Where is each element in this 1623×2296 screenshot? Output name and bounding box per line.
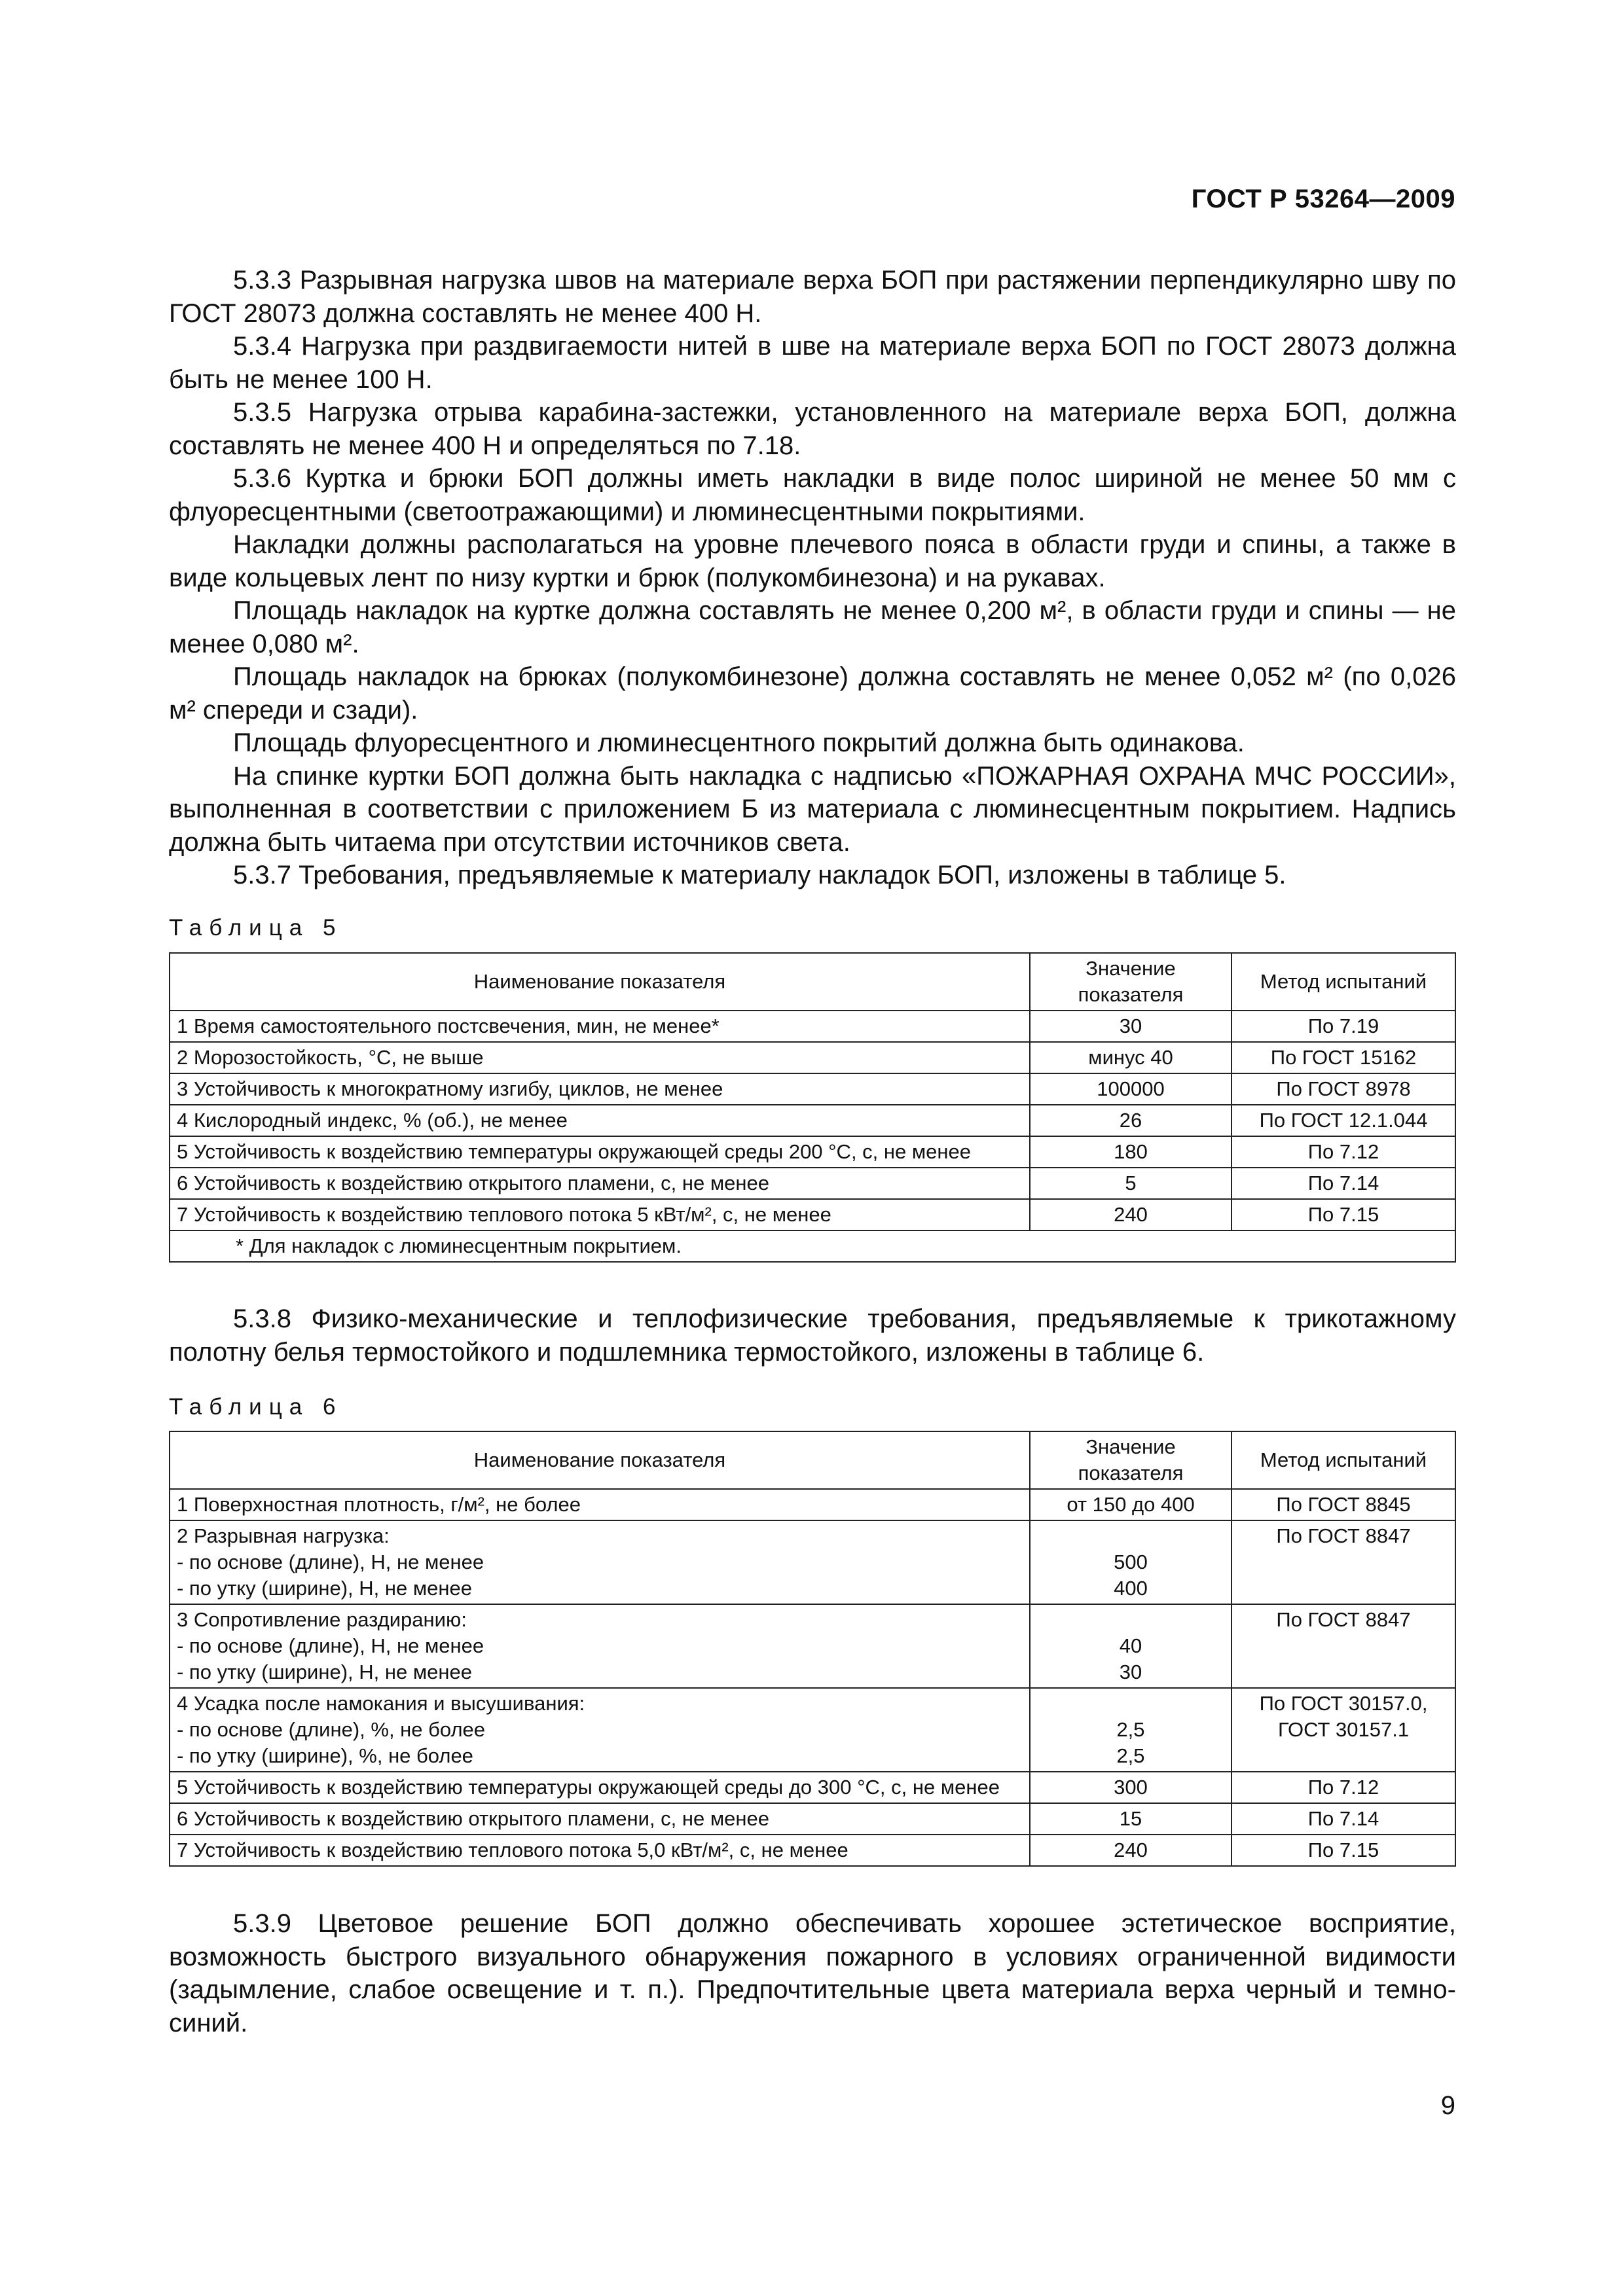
paragraph: 5.3.4 Нагрузка при раздвигаемости нитей в шве на материале верха БОП по ГОСТ 28073 должна быть не менее 100 Н. [169,332,1456,394]
table-row [170,1136,1455,1168]
cell-method: По 7.12 [1231,1772,1455,1803]
table-row [170,1105,1455,1136]
table-row [170,1073,1455,1105]
cell-name: 6 Устойчивость к воздействию открытого пламени, с, не менее [170,1168,1030,1199]
table-6 [169,1431,1456,1867]
table5-header-name: Наименование показателя [170,953,1030,1011]
table6-header-method: Метод испытаний [1231,1431,1455,1489]
cell-value: от 150 до 400 [1030,1489,1231,1520]
cell-name: 5 Устойчивость к воздействию температуры окружающей среды 200 °С, с, не менее [170,1136,1030,1168]
cell-value: 15 [1030,1803,1231,1835]
table6-header-name: Наименование показателя [170,1431,1030,1489]
cell-method: По 7.14 [1231,1803,1455,1835]
table-row [170,1803,1455,1835]
table-5 [169,952,1456,1263]
table-row [170,1520,1455,1604]
table5-footnote: * Для накладок с люминесцентным покрытием. [170,1230,1455,1262]
table-row [170,1199,1455,1230]
table5-header-method: Метод испытаний [1231,953,1455,1011]
cell-name: 4 Кислородный индекс, % (об.), не менее [170,1105,1030,1136]
cell-value: 26 [1030,1105,1231,1136]
cell-value: минус 40 [1030,1042,1231,1073]
paragraph: Накладки должны располагаться на уровне плечевого пояса в области груди и спины, а также в виде кольцевых лент по низу куртки и брюк (полукомбинезона) и на рукавах. [169,530,1456,592]
cell-value: 240 [1030,1199,1231,1230]
cell-method: По 7.15 [1231,1835,1455,1866]
cell-name: 6 Устойчивость к воздействию открытого пламени, с, не менее [170,1803,1030,1835]
cell-method: По 7.15 [1231,1199,1455,1230]
paragraph: На спинке куртки БОП должна быть накладка с надписью «ПОЖАРНАЯ ОХРАНА МЧС РОССИИ», выполненная в соответствии с приложением Б из материала с люминесцентным покрытием. Надпись должна быть читаема при отсутствии источников света. [169,761,1456,857]
table-note-row [170,1230,1455,1262]
cell-name: 2 Морозостойкость, °С, не выше [170,1042,1030,1073]
cell-method: По ГОСТ 8978 [1231,1073,1455,1105]
table-row [170,1835,1455,1866]
cell-value: 300 [1030,1772,1231,1803]
cell-name: 1 Время самостоятельного постсвечения, мин, не менее* [170,1011,1030,1042]
cell-name: 3 Сопротивление раздиранию: - по основе (длине), Н, не менее - по утку (ширине), Н, не менее [170,1604,1030,1688]
cell-value: 100000 [1030,1073,1231,1105]
table-row [170,1489,1455,1520]
table6-header-value: Значение показателя [1030,1431,1231,1489]
table-row [170,1011,1455,1042]
cell-value: 180 [1030,1136,1231,1168]
cell-method: По 7.12 [1231,1136,1455,1168]
table-row [170,1772,1455,1803]
cell-method: По ГОСТ 8847 [1231,1520,1455,1604]
cell-value: 2,5 2,5 [1030,1688,1231,1772]
paragraph: Площадь накладок на куртке должна составлять не менее 0,200 м², в области груди и спины — не менее 0,080 м². [169,596,1456,658]
cell-method: По ГОСТ 8845 [1231,1489,1455,1520]
paragraph: 5.3.5 Нагрузка отрыва карабина-застежки, установленного на материале верха БОП, должна составлять не менее 400 Н и определяться по 7.18. [169,398,1456,460]
paragraphs-top [169,264,1456,892]
cell-name: 1 Поверхностная плотность, г/м², не более [170,1489,1030,1520]
cell-value: 240 [1030,1835,1231,1866]
paragraph: 5.3.3 Разрывная нагрузка швов на материале верха БОП при растяжении перпендикулярно шву по ГОСТ 28073 должна составлять не менее 400 Н. [169,266,1456,328]
table-row [170,1042,1455,1073]
table5-caption: Таблица 5 [169,915,343,941]
cell-value: 5 [1030,1168,1231,1199]
cell-name: 7 Устойчивость к воздействию теплового потока 5 кВт/м², с, не менее [170,1199,1030,1230]
cell-value: 40 30 [1030,1604,1231,1688]
table5-header-value: Значение показателя [1030,953,1231,1011]
paragraph: 5.3.9 Цветовое решение БОП должно обеспечивать хорошее эстетическое восприятие, возможность быстрого визуального обнаружения пожарного в условиях ограниченной видимости (задымление, слабое освещение и т. п.). Предпочтительные цвета материала верха черный и темно-синий. [169,1909,1456,2037]
paragraph: 5.3.7 Требования, предъявляемые к материалу накладок БОП, изложены в таблице 5. [233,861,1286,889]
cell-method: По 7.19 [1231,1011,1455,1042]
cell-method: По ГОСТ 8847 [1231,1604,1455,1688]
table-row [170,1688,1455,1772]
table6-caption: Таблица 6 [169,1394,343,1420]
page-number: 9 [1440,2091,1455,2120]
cell-value: 500 400 [1030,1520,1231,1604]
table-row [170,1604,1455,1688]
document-id: ГОСТ Р 53264—2009 [1191,185,1455,213]
paragraph-mid-block [169,1302,1456,1369]
paragraph: Площадь накладок на брюках (полукомбинезоне) должна составлять не менее 0,052 м² (по 0,026 м² спереди и сзади). [169,662,1456,725]
table-row [170,1168,1455,1199]
cell-method: По ГОСТ 12.1.044 [1231,1105,1455,1136]
cell-name: 3 Устойчивость к многократному изгибу, циклов, не менее [170,1073,1030,1105]
cell-name: 4 Усадка после намокания и высушивания: - по основе (длине), %, не более - по утку (ширине), %, не более [170,1688,1030,1772]
cell-method: По ГОСТ 15162 [1231,1042,1455,1073]
cell-name: 5 Устойчивость к воздействию температуры окружающей среды до 300 °С, с, не менее [170,1772,1030,1803]
cell-name: 2 Разрывная нагрузка: - по основе (длине), Н, не менее - по утку (ширине), Н, не менее [170,1520,1030,1604]
paragraph-bottom-block [169,1907,1456,2039]
paragraph: Площадь флуоресцентного и люминесцентного покрытий должна быть одинакова. [233,728,1245,757]
cell-method: По 7.14 [1231,1168,1455,1199]
paragraph: 5.3.6 Куртка и брюки БОП должны иметь накладки в виде полос шириной не менее 50 мм с флуоресцентными (светоотражающими) и люминесцентными покрытиями. [169,464,1456,526]
paragraph: 5.3.8 Физико-механические и теплофизические требования, предъявляемые к трикотажному полотну белья термостойкого и подшлемника термостойкого, изложены в таблице 6. [169,1304,1456,1367]
cell-method: По ГОСТ 30157.0, ГОСТ 30157.1 [1231,1688,1455,1772]
cell-name: 7 Устойчивость к воздействию теплового потока 5,0 кВт/м², с, не менее [170,1835,1030,1866]
cell-value: 30 [1030,1011,1231,1042]
